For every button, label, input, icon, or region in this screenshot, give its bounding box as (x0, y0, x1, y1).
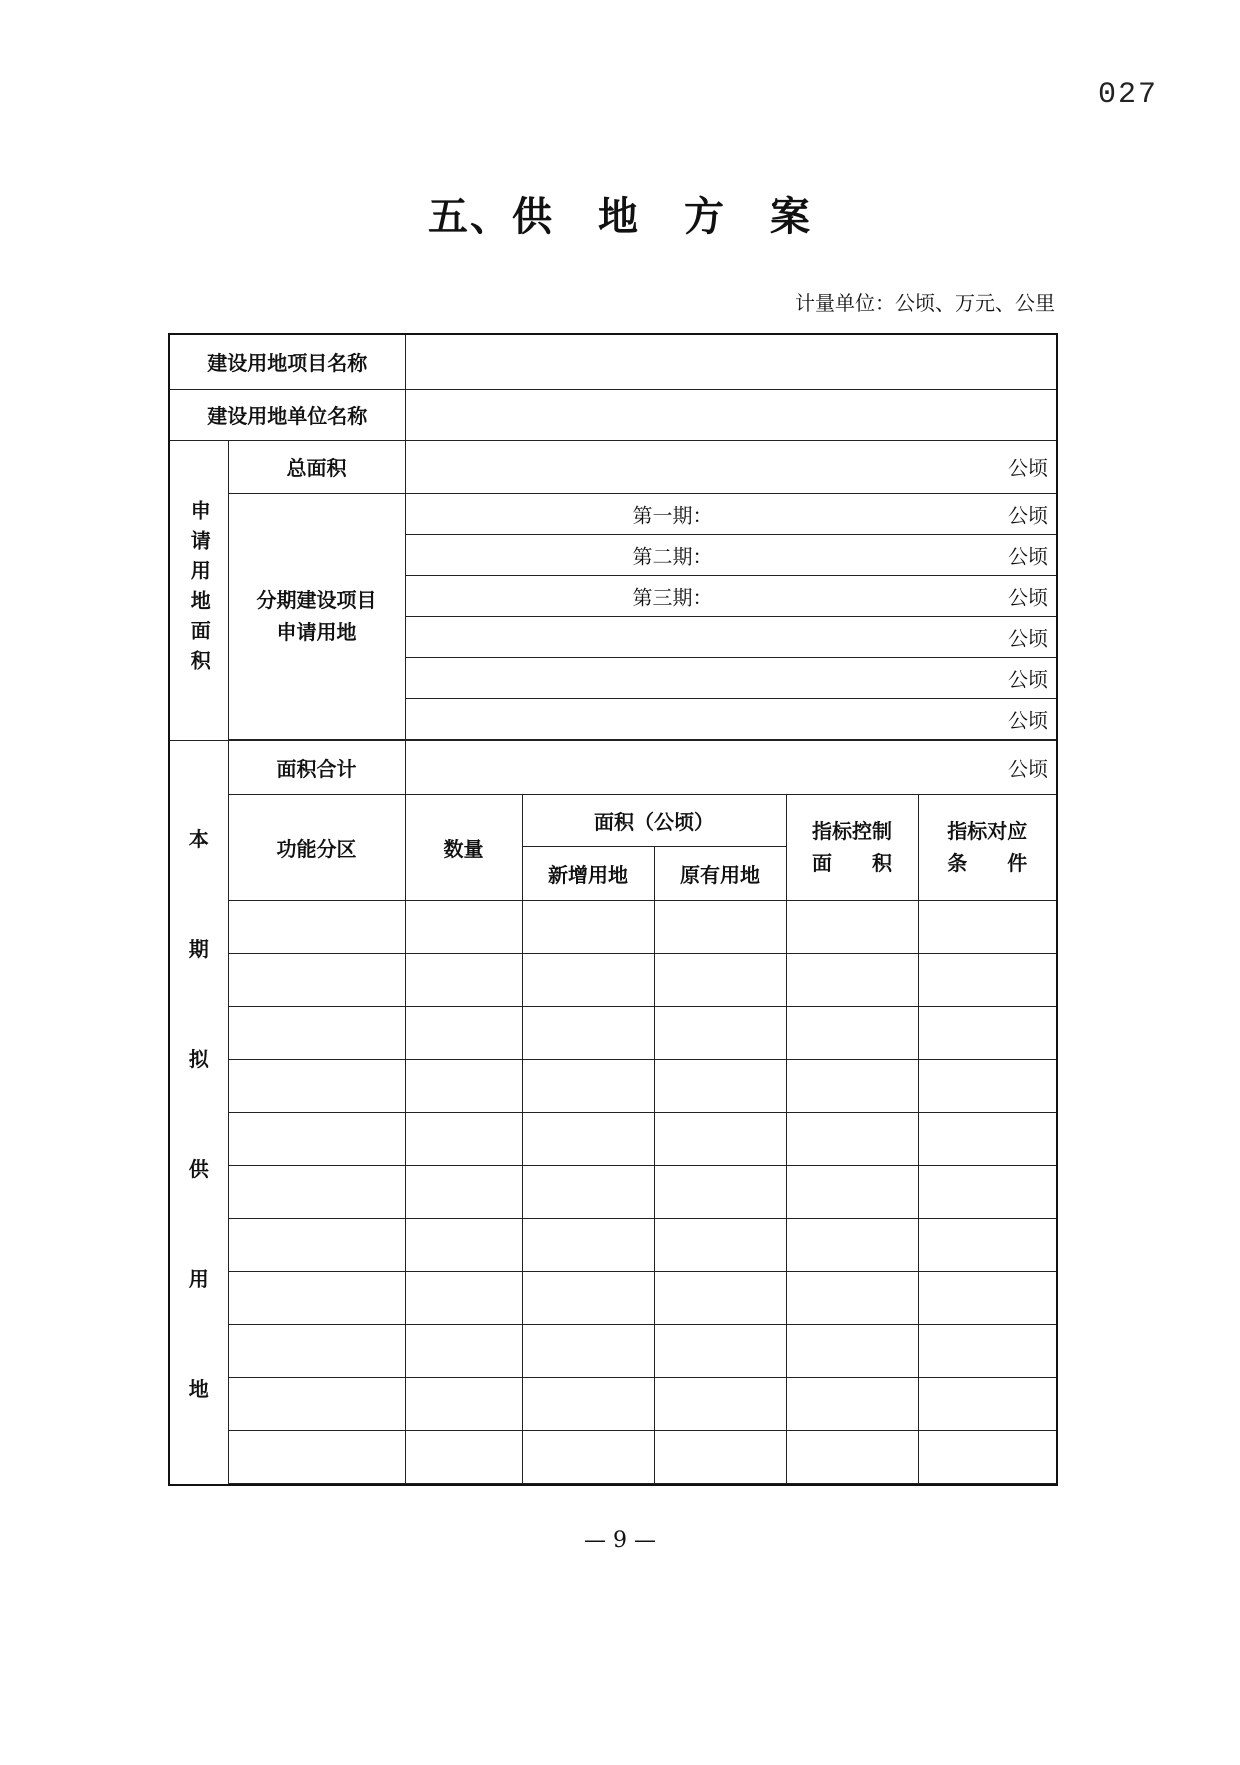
cell[interactable] (918, 1271, 1057, 1324)
quantity-header: 数量 (405, 794, 522, 900)
cell[interactable] (405, 900, 522, 953)
archive-page-number: 027 (1098, 78, 1159, 112)
cell[interactable] (522, 1006, 654, 1059)
cell[interactable] (228, 953, 405, 1006)
cell[interactable] (228, 1059, 405, 1112)
cell[interactable] (654, 1165, 786, 1218)
hectare-unit: 公顷 (1008, 544, 1049, 568)
cell[interactable] (228, 1377, 405, 1430)
cell[interactable] (522, 1271, 654, 1324)
cell[interactable] (405, 953, 522, 1006)
phased-label-text: 分期建设项目 申请用地 (256, 588, 377, 644)
hectare-unit: 公顷 (1008, 456, 1049, 480)
cell[interactable] (522, 953, 654, 1006)
cell[interactable] (786, 1006, 918, 1059)
area-total-field[interactable] (405, 740, 1057, 794)
hectare-unit: 公顷 (1008, 585, 1049, 609)
table-row (169, 900, 1057, 953)
cell[interactable] (654, 1377, 786, 1430)
cell[interactable] (405, 1377, 522, 1430)
phase-row[interactable] (405, 657, 1057, 698)
phase-row[interactable] (405, 698, 1057, 739)
cell[interactable] (405, 1059, 522, 1112)
cell[interactable] (654, 1006, 786, 1059)
supply-char: 本 (188, 826, 209, 851)
index-condition-header (918, 794, 1057, 900)
project-name-field[interactable] (405, 334, 1057, 389)
cell[interactable] (786, 1377, 918, 1430)
phase-label: 第一期： (632, 503, 713, 527)
cell[interactable] (522, 1218, 654, 1271)
cell[interactable] (786, 1112, 918, 1165)
table-row (169, 1271, 1057, 1324)
cell[interactable] (522, 1430, 654, 1483)
index-condition-text: 指标对应 条 件 (947, 819, 1028, 875)
cell[interactable] (786, 1218, 918, 1271)
cell[interactable] (228, 1112, 405, 1165)
table-row (169, 1059, 1057, 1112)
phase-row[interactable] (405, 616, 1057, 657)
phase-label: 第三期： (632, 585, 713, 609)
cell[interactable] (228, 1430, 405, 1483)
cell[interactable] (228, 1165, 405, 1218)
unit-name-field[interactable] (405, 389, 1057, 440)
phase-label: 第二期： (632, 544, 713, 568)
cell[interactable] (918, 1059, 1057, 1112)
unit-name-label: 建设用地单位名称 (169, 389, 405, 440)
cell[interactable] (228, 1271, 405, 1324)
table-row (169, 1430, 1057, 1483)
area-hectare-header: 面积（公顷） (522, 794, 786, 846)
area-total-label: 面积合计 (228, 740, 405, 794)
new-land-header: 新增用地 (522, 846, 654, 900)
cell[interactable] (786, 953, 918, 1006)
supply-char: 地 (188, 1376, 209, 1401)
apply-area-text: 申请用地面积 (187, 500, 212, 680)
cell[interactable] (228, 1006, 405, 1059)
cell[interactable] (654, 1324, 786, 1377)
cell[interactable] (405, 1218, 522, 1271)
func-zone-header: 功能分区 (228, 794, 405, 900)
title-part: 案 (770, 194, 812, 240)
cell[interactable] (786, 1430, 918, 1483)
index-control-header (786, 794, 918, 900)
cell[interactable] (786, 1059, 918, 1112)
spacer (228, 1483, 1057, 1485)
table-row (169, 1218, 1057, 1271)
cell[interactable] (654, 953, 786, 1006)
cell[interactable] (405, 1112, 522, 1165)
cell[interactable] (918, 1430, 1057, 1483)
cell[interactable] (918, 1218, 1057, 1271)
table-row (169, 1165, 1057, 1218)
hectare-unit: 公顷 (1008, 708, 1049, 732)
cell[interactable] (522, 1165, 654, 1218)
cell[interactable] (654, 1271, 786, 1324)
phase-row[interactable] (405, 534, 1057, 575)
cell[interactable] (522, 1324, 654, 1377)
phase-row[interactable] (405, 575, 1057, 616)
table-row (169, 1377, 1057, 1430)
total-area-field[interactable] (405, 440, 1057, 493)
cell[interactable] (918, 953, 1057, 1006)
cell[interactable] (918, 1324, 1057, 1377)
cell[interactable] (918, 900, 1057, 953)
cell[interactable] (405, 1271, 522, 1324)
phase-row[interactable] (405, 493, 1057, 534)
existing-land-header: 原有用地 (654, 846, 786, 900)
table-row (169, 1324, 1057, 1377)
table-row (169, 953, 1057, 1006)
cell[interactable] (522, 1377, 654, 1430)
cell[interactable] (786, 1271, 918, 1324)
cell[interactable] (786, 1165, 918, 1218)
cell[interactable] (228, 1218, 405, 1271)
cell[interactable] (654, 1059, 786, 1112)
cell[interactable] (918, 1006, 1057, 1059)
supply-char: 拟 (188, 1046, 209, 1071)
cell[interactable] (654, 900, 786, 953)
total-area-label: 总面积 (228, 440, 405, 493)
title-part: 五、供 (428, 194, 554, 240)
table-row (169, 1112, 1057, 1165)
apply-area-vertical-label (169, 440, 228, 740)
phased-label (228, 493, 405, 739)
title-part: 方 (684, 194, 726, 240)
table-row (169, 1006, 1057, 1059)
cell[interactable] (522, 900, 654, 953)
hectare-unit: 公顷 (1008, 626, 1049, 650)
supply-char: 用 (188, 1266, 209, 1291)
hectare-unit: 公顷 (1008, 503, 1049, 527)
hectare-unit: 公顷 (1008, 756, 1049, 781)
cell[interactable] (522, 1112, 654, 1165)
page-title (0, 185, 1240, 242)
land-supply-form (168, 333, 1058, 1486)
cell[interactable] (228, 1324, 405, 1377)
cell[interactable] (786, 900, 918, 953)
supply-char: 期 (188, 936, 209, 961)
project-name-label: 建设用地项目名称 (169, 334, 405, 389)
cell[interactable] (654, 1112, 786, 1165)
unit-note: 计量单位：公顷、万元、公里 (795, 291, 1055, 315)
index-control-text: 指标控制 面 积 (812, 819, 892, 875)
title-part: 地 (598, 194, 640, 240)
cell[interactable] (522, 1059, 654, 1112)
hectare-unit: 公顷 (1008, 667, 1049, 691)
cell[interactable] (405, 1324, 522, 1377)
cell[interactable] (405, 1165, 522, 1218)
cell[interactable] (654, 1218, 786, 1271)
supply-char: 供 (188, 1156, 209, 1181)
cell[interactable] (918, 1377, 1057, 1430)
page-footer: — 9 — (584, 1528, 656, 1553)
cell[interactable] (654, 1430, 786, 1483)
cell[interactable] (786, 1324, 918, 1377)
cell[interactable] (918, 1112, 1057, 1165)
cell[interactable] (405, 1430, 522, 1483)
cell[interactable] (405, 1006, 522, 1059)
cell[interactable] (228, 900, 405, 953)
cell[interactable] (918, 1165, 1057, 1218)
supply-vertical-label (169, 740, 228, 1485)
